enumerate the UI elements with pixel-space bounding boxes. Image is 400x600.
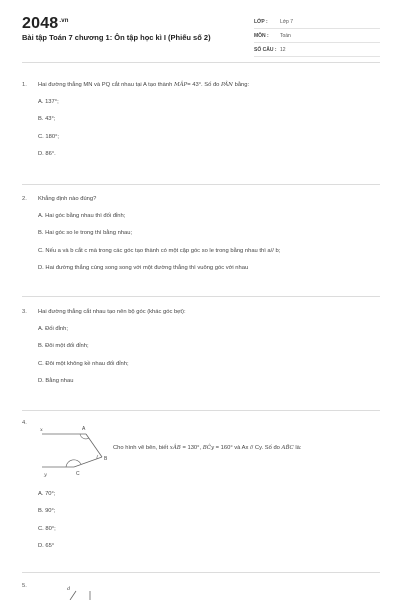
angle-bcy: BĈy (202, 445, 215, 451)
answer-option-b[interactable]: B. Hai góc so le trong thì bằng nhau; (38, 230, 133, 236)
answer-option-c[interactable]: C. Nếu a và b cắt c mà trong các góc tạo thành có một cặp góc so le trong bằng nhau thì a// b; (38, 247, 281, 254)
angle-abc: AB̂C (281, 445, 294, 451)
angle-pan: PÂN (221, 82, 233, 88)
answer-option-c[interactable]: C. 80°; (38, 525, 56, 532)
meta-label: MÔN : (254, 32, 269, 39)
meta-row-class (254, 15, 380, 29)
question-text: Hai đường thẳng cắt nhau tạo nên bộ góc (khác góc bẹt): (38, 309, 186, 315)
question-text: Khẳng định nào đúng? (38, 196, 97, 202)
q4-figure (36, 424, 116, 484)
question-number: 4. (22, 420, 27, 426)
answer-option-c[interactable]: C. 180°; (38, 133, 60, 140)
document-title: Bài tập Toán 7 chương 1: Ôn tập học kì I (Phiếu số 2) (22, 33, 211, 42)
answer-option-a[interactable]: A. Đối đỉnh; (38, 325, 68, 332)
answer-option-c[interactable]: C. Đôi một không kề nhau đối đỉnh; (38, 360, 129, 367)
question-1 (22, 82, 380, 158)
answer-option-d[interactable]: D. 65° (38, 543, 55, 549)
answer-option-b[interactable]: B. 90°; (38, 508, 56, 514)
q5-figure (58, 583, 108, 600)
question-2 (22, 196, 380, 272)
question-divider (22, 184, 380, 185)
segment-bc (74, 457, 102, 467)
document-meta (254, 15, 380, 57)
question-text: Cho hình vẽ bên, biết xÂB = 130°, BĈy = 160° và Ax // Cy. Số đo AB̂C là: (113, 445, 302, 451)
angle-map: MÂP (173, 82, 188, 88)
meta-value: Lớp 7 (280, 18, 294, 25)
label-x: x (40, 427, 43, 433)
label-c: C (76, 471, 80, 477)
segment-ab (86, 434, 102, 457)
meta-value: 12 (280, 46, 286, 53)
angle-arc-c (66, 460, 81, 467)
logo-text: 2048 (22, 15, 59, 32)
label-a: A (82, 426, 86, 432)
label-d: d (67, 586, 71, 592)
question-number: 1. (22, 82, 27, 88)
question-divider (22, 410, 380, 411)
angle-xab: xÂB (169, 445, 181, 451)
question-4-options (22, 480, 380, 550)
answer-option-d[interactable]: D. Hai đường thẳng cùng song song với một đường thẳng thì vuông góc với nhau (38, 265, 249, 271)
meta-label: LỚP : (254, 18, 268, 25)
label-y: y (44, 472, 47, 478)
meta-row-subject (254, 29, 380, 43)
question-number: 2. (22, 196, 27, 202)
answer-option-b[interactable]: B. 43°; (38, 116, 56, 122)
meta-row-count (254, 43, 380, 57)
answer-option-a[interactable]: A. 70°; (38, 490, 56, 497)
question-divider (22, 296, 380, 297)
answer-option-a[interactable]: A. Hai góc bằng nhau thì đối đỉnh; (38, 212, 126, 219)
answer-option-d[interactable]: D. 86°. (38, 151, 56, 157)
site-logo[interactable] (22, 15, 69, 33)
label-b: B (104, 456, 108, 462)
line-d (70, 591, 76, 600)
question-number: 5. (22, 583, 27, 589)
question-number: 3. (22, 309, 27, 315)
header-divider (22, 62, 380, 63)
answer-option-a[interactable]: A. 137°; (38, 98, 59, 105)
answer-option-b[interactable]: B. Đôi một đối đỉnh; (38, 343, 89, 349)
question-divider (22, 572, 380, 573)
question-3 (22, 309, 380, 385)
meta-value: Toán (280, 32, 291, 39)
answer-option-d[interactable]: D. Bằng nhau (38, 378, 74, 384)
logo-suffix: .vn (59, 17, 69, 24)
question-text: Hai đường thẳng MN và PQ cắt nhau tại A tạo thành MÂP= 43°. Số đo PÂN bằng: (38, 82, 250, 88)
meta-label: SỐ CÂU : (254, 46, 277, 53)
